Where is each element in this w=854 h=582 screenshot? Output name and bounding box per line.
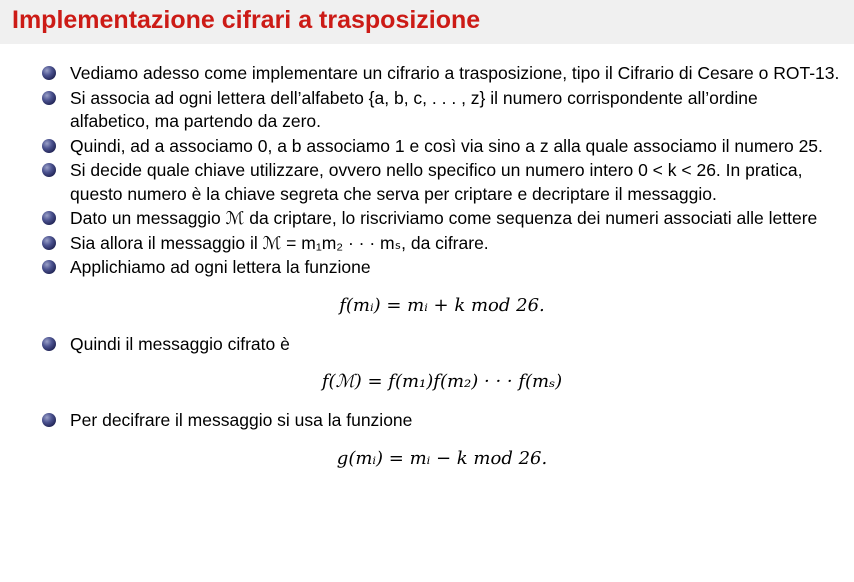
bullet-icon [42,236,56,250]
bullet-text: Si associa ad ogni lettera dell’alfabeto {a, b, c, . . . , z} il numero corrispondente all’ordine alfabetico, ma partendo da zero. [70,87,758,131]
bullet-icon [42,66,56,80]
bullet-item [42,232,842,256]
bullet-text: Vediamo adesso come implementare un cifrario a trasposizione, tipo il Cifrario di Cesare o ROT-13. [70,63,840,83]
bullet-text: Per decifrare il messaggio si usa la funzione [70,410,413,430]
bullet-icon [42,163,56,177]
decrypt-formula: g(mᵢ) = mᵢ − k mod 26. [336,447,548,469]
encrypted-message-formula: f(ℳ) = f(m₁)f(m₂) · · · f(mₛ) [321,371,563,392]
bullet-icon [42,211,56,225]
bullet-icon [42,337,56,351]
slide-content [42,62,842,469]
bullet-item [42,256,842,280]
bullet-icon [42,413,56,427]
bullet-text: Applichiamo ad ogni lettera la funzione [70,257,371,277]
bullet-icon [42,139,56,153]
encrypt-formula: f(mᵢ) = mᵢ + k mod 26. [339,294,545,316]
bullet-icon [42,260,56,274]
bullet-item [42,159,842,206]
title-bar [0,0,854,44]
bullet-item [42,409,842,433]
bullet-text: Quindi il messaggio cifrato è [70,333,290,354]
slide-title: Implementazione cifrari a trasposizione [12,6,481,34]
bullet-text: Si decide quale chiave utilizzare, ovvero nello specifico un numero intero 0 < k < 26. In pratica, questo numero è la chiave segreta che serva per criptare e decriptare il messaggio. [70,160,803,204]
bullet-item [42,135,842,159]
bullet-icon [42,91,56,105]
bullet-item [42,207,842,231]
bullet-item [42,87,842,134]
bullet-text: Quindi, ad a associamo 0, a b associamo 1 e così via sino a z alla quale associamo il numero 25. [70,135,823,156]
bullet-item [42,333,842,357]
bullet-text: Dato un messaggio ℳ da criptare, lo riscriviamo come sequenza dei numeri associati alle lettere [70,208,818,228]
bullet-text: Sia allora il messaggio il ℳ = m₁m₂ · · · mₛ, da cifrare. [70,232,489,253]
bullet-item [42,62,842,86]
